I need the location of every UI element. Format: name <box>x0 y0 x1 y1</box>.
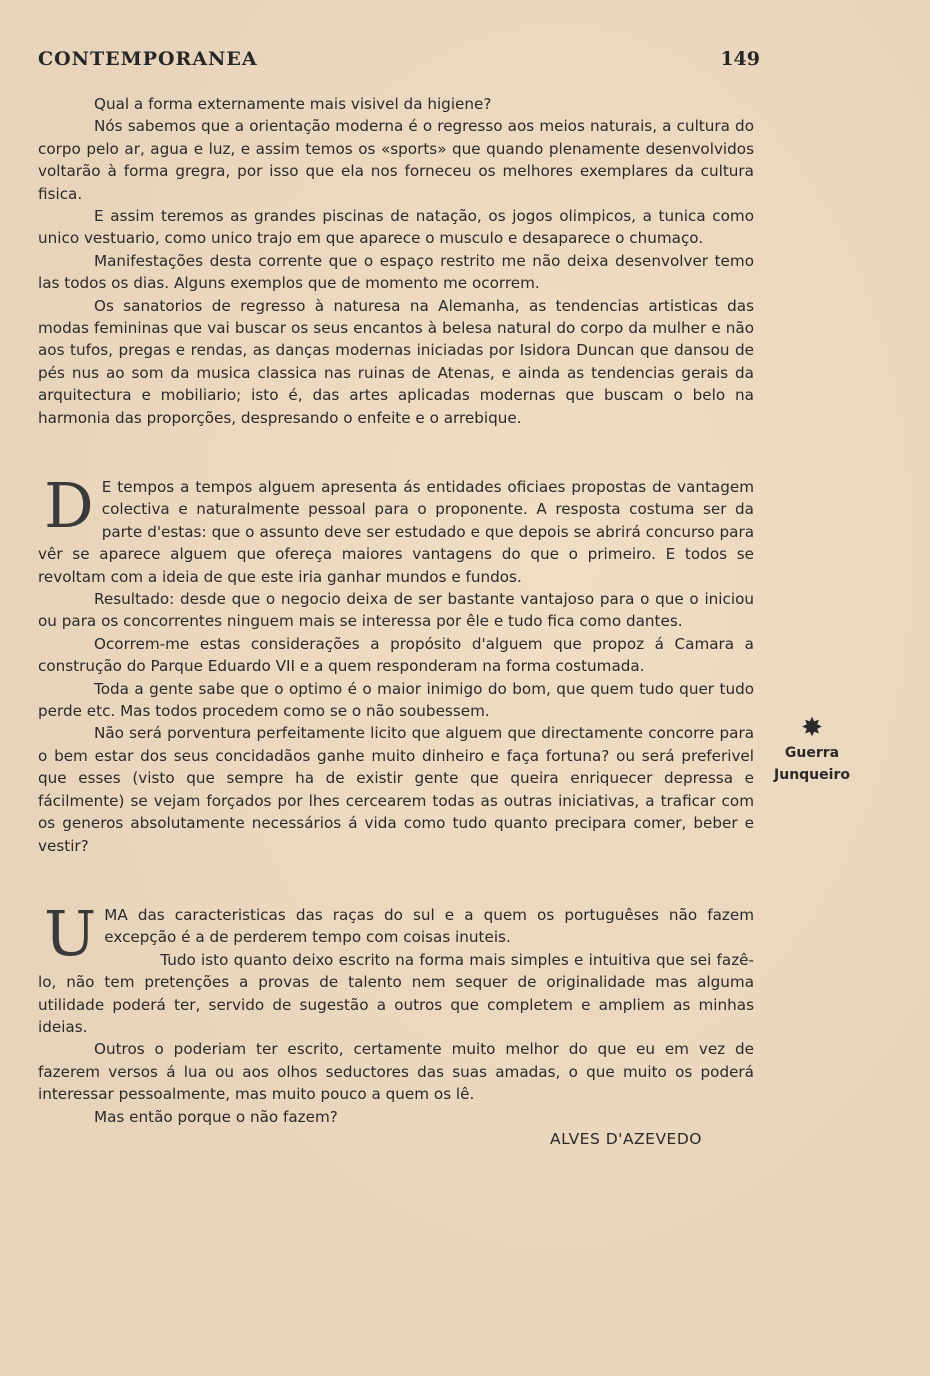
section-hygiene <box>38 93 754 429</box>
paragraph: Manifestações desta corrente que o espaço restrito me não deixa desenvolver temo las todos os dias. Alguns exemplos que de momento me ocorrem. <box>38 251 754 293</box>
paragraph: Tudo isto quanto deixo escrito na forma mais simples e intuitiva que sei fazê-lo, não tem pretenções a provas de talento nem sequer de originalidade mas alguma utilidade poderá ter, servido de sugestão a outros que completem e ampliem as minhas ideias. <box>38 950 754 1037</box>
drop-cap: U <box>44 897 97 970</box>
page-header <box>38 48 760 70</box>
paragraph: Toda a gente sabe que o optimo é o maior inimigo do bom, que quem tudo quer tudo perde etc. Mas todos procedem como se o não soubessem. <box>38 679 754 721</box>
paragraph: Mas então porque o não fazem? <box>94 1107 338 1126</box>
paragraph: Resultado: desde que o negocio deixa de ser bastante vantajoso para o que o iniciou ou para os concorrentes ninguem mais se interessa por êle e tudo fica como dantes. <box>38 590 754 631</box>
drop-cap: D <box>44 469 94 542</box>
margin-note-line: Junqueiro <box>774 767 850 783</box>
paragraph: Outros o poderiam ter escrito, certamente muito melhor do que eu em vez de fazerem versos á lua ou aos olhos seductores das suas amadas, o que muito os poderá interessar pessoalmente, mas muito pouco a quem os lê. <box>38 1040 754 1104</box>
paragraph: Ocorrem-me estas considerações a propósito d'alguem que propoz á Camara a construção do Parque Eduardo VII e a quem responderam na forma costumada. <box>38 634 754 676</box>
margin-note-line: Guerra <box>784 745 840 761</box>
paragraph: Não será porventura perfeitamente licito que alguem que directamente concorre para o bem estar dos seus concidadãos ganhe muito dinheiro e faça fortuna? ou será preferivel que esses (visto que sempre ha de existir gente que queira enriquecer depressa e fácilmente) se vejam forçados por lhes cercearem todas as outras iniciativas, a traficar com os generos absolutamente necessários á vida como tudo quanto precipara comer, beber e vestir? <box>38 724 754 855</box>
drop-cap-rest: E <box>101 478 112 496</box>
opening-text: das caracteristicas das raças do sul e a quem os portuguêses não fazem excepção é a de perderem tempo com coisas inuteis. <box>104 906 754 947</box>
paragraph: Nós sabemos que a orientação moderna é o regresso aos meios naturais, a cultura do corpo pelo ar, agua e luz, e assim temos os «sports» que quando plenamente desenvolvidos voltarão à forma gregra, por isso que ela nos forneceu os melhores exemplares da cultura fisica. <box>38 117 754 203</box>
section-proposals <box>38 469 755 857</box>
opening-paragraph <box>38 897 754 970</box>
margin-note <box>772 714 852 786</box>
section-conclusion <box>38 897 754 1150</box>
paragraph: Os sanatorios de regresso à naturesa na Alemanha, as tendencias artisticas das modas femininas que vai buscar os seus encantos à belesa natural do corpo da mulher e não aos tufos, pregas e rendas, as danças modernas iniciadas por Isidora Duncan que dansou de pés nus ao som da musica classica nas ruinas de Atenas, e ainda as tendencias gerais da arquitectura e mobiliario; isto é, das artes aplicadas modernas que buscam o belo na harmonia das proporções, despresando o enfeite e o arrebique. <box>38 296 754 427</box>
paragraph: Qual a forma externamente mais visivel da higiene? <box>94 95 492 113</box>
running-title: CONTEMPORANEA <box>38 48 258 70</box>
opening-text: tempos a tempos alguem apresenta ás entidades oficiaes propostas de vantagem colectiva e naturalmente pessoal para o proponente. A resposta costuma ser da parte d'estas: que o assunto deve ser estudado e que depois se abrirá concurso para vêr se aparece alguem que ofereça maiores vantagens do que o primeiro. E todos se revoltam com a ideia de que este iria ganhar mundos e fundos. <box>38 478 755 586</box>
opening-paragraph <box>38 469 755 588</box>
drop-cap-rest: MA <box>104 906 128 924</box>
page-number: 149 <box>720 48 760 70</box>
author-signature: ALVES D'AZEVEDO <box>550 1130 702 1149</box>
paragraph: E assim teremos as grandes piscinas de natação, os jogos olimpicos, a tunica como unico vestuario, como unico trajo em que aparece o musculo e desaparece o chumaço. <box>38 207 754 248</box>
star-icon: ✸ <box>801 713 823 743</box>
